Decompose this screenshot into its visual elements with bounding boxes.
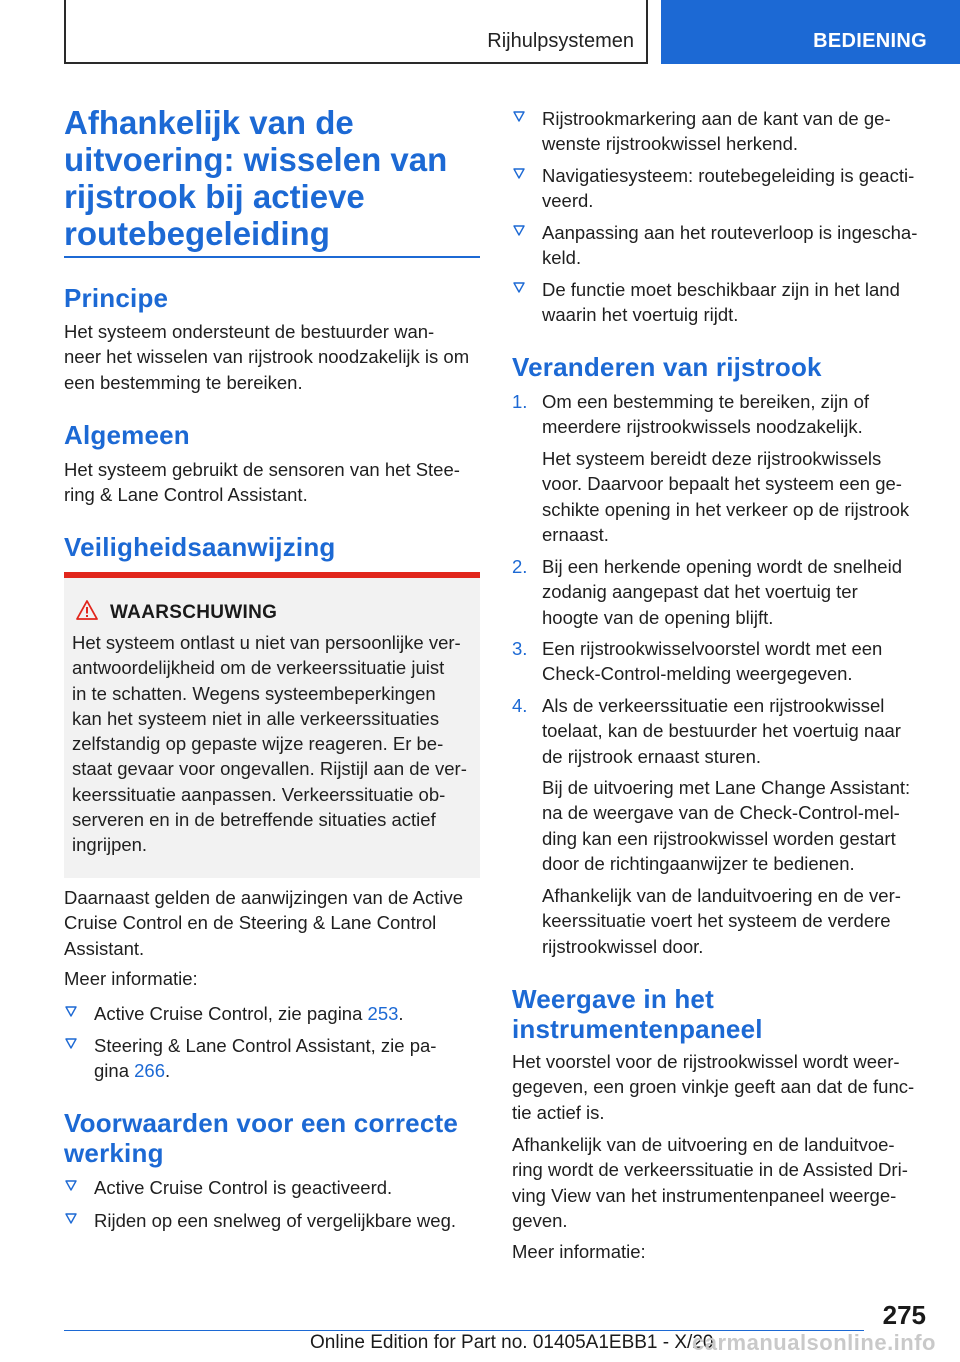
header-chapter-tab[interactable] bbox=[661, 0, 960, 64]
step-3: 3. Een rijstrookwisselvoorstel wordt met een Check-Control-melding weergegeven. bbox=[512, 638, 883, 685]
warning-text: Het systeem ontlast u niet van persoonlijke ver- antwoordelijkheid om de verkeerssituatie juist in te schatten. Wegens systeembeperkingen kan het systeem niet in alle verkeerssituaties zelfstandig op gepaste wijze reageren. Er be- staat gevaar voor ongevallen. Rijstijl aan de ver- keerssituatie aanpassen. Verkeerssituatie ob- serveren en in de betreffende situaties actief ingrijpen. bbox=[72, 632, 467, 856]
meer-informatie-label: Meer informatie: bbox=[64, 968, 198, 989]
warning-triangle-icon bbox=[76, 600, 98, 620]
heading-veiligheid: Veiligheidsaanwijzing bbox=[64, 532, 336, 562]
step-1-detail: Het systeem bereidt deze rijstrookwissels voor. Daarvoor bepaalt het systeem een ge- schikte opening in het verkeer op de rijstrook ernaast. bbox=[542, 448, 910, 545]
page-link-253[interactable]: 253 bbox=[367, 1003, 399, 1024]
triangle-bullet-icon bbox=[64, 1036, 78, 1050]
header-section-title: Rijhulpsystemen bbox=[487, 30, 634, 52]
list-item: Navigatiesysteem: routebegeleiding is geacti- veerd. bbox=[512, 163, 932, 215]
title-divider bbox=[64, 256, 480, 258]
heading-voorwaarden: Voorwaarden voor een correcte werking bbox=[64, 1108, 459, 1168]
step-number: 2. bbox=[512, 556, 528, 577]
heading-algemeen: Algemeen bbox=[64, 420, 190, 450]
triangle-bullet-icon bbox=[512, 166, 526, 180]
paragraph-principe: Het systeem ondersteunt de bestuurder wan- neer het wisselen van rijstrook noodzakelijk is om een bestemming te bereiken. bbox=[64, 321, 470, 393]
triangle-bullet-icon bbox=[64, 1211, 78, 1225]
warning-box bbox=[64, 572, 480, 878]
list-item: Aanpassing aan het routeverloop is ingescha- keld. bbox=[512, 220, 932, 272]
watermark: carmanualsonline.info bbox=[692, 1330, 936, 1355]
triangle-bullet-icon bbox=[64, 1004, 78, 1018]
header-chapter-title: BEDIENING bbox=[813, 30, 927, 52]
list-item: Active Cruise Control, zie pagina 253. bbox=[64, 1001, 480, 1027]
triangle-bullet-icon bbox=[512, 223, 526, 237]
heading-veranderen: Veranderen van rijstrook bbox=[512, 352, 822, 382]
list-item: Steering & Lane Control Assistant, zie pa- gina 266. bbox=[64, 1033, 480, 1085]
triangle-bullet-icon bbox=[512, 109, 526, 123]
page-number: 275 bbox=[882, 1300, 926, 1330]
heading-weergave: Weergave in het instrumentenpaneel bbox=[512, 984, 763, 1044]
paragraph-weergave-2: Afhankelijk van de uitvoering en de landuitvoe- ring wordt de verkeerssituatie in de Assisted Dri- ving View van het instrumentenpaneel weerge- geven. bbox=[512, 1134, 908, 1231]
step-number: 3. bbox=[512, 638, 528, 659]
meer-informatie-label-right: Meer informatie: bbox=[512, 1241, 646, 1262]
header-section-box bbox=[64, 0, 648, 64]
paragraph-algemeen: Het systeem gebruikt de sensoren van het Stee- ring & Lane Control Assistant. bbox=[64, 459, 460, 506]
step-number: 4. bbox=[512, 695, 528, 716]
triangle-bullet-icon bbox=[64, 1178, 78, 1192]
heading-principe: Principe bbox=[64, 283, 169, 313]
list-item: De functie moet beschikbaar zijn in het land waarin het voertuig rijdt. bbox=[512, 277, 932, 329]
paragraph-daarnaast: Daarnaast gelden de aanwijzingen van de Active Cruise Control en de Steering & Lane Control Assistant. bbox=[64, 887, 464, 959]
page-title: Afhankelijk van de uitvoering: wisselen van rijstrook bij actieve routebegeleiding bbox=[64, 104, 448, 252]
page-link-266[interactable]: 266 bbox=[134, 1060, 165, 1082]
list-item: Rijden op een snelweg of vergelijkbare weg. bbox=[64, 1208, 480, 1234]
triangle-bullet-icon bbox=[512, 280, 526, 294]
step-4: 4. Als de verkeerssituatie een rijstrookwissel toelaat, kan de bestuurder het voertuig naar de rijstrook ernaast sturen. bbox=[512, 695, 901, 767]
list-item: Rijstrookmarkering aan de kant van de ge- wenste rijstrookwissel herkend. bbox=[512, 106, 932, 158]
footer-edition: Online Edition for Part no. 01405A1EBB1 - X/20 bbox=[310, 1332, 714, 1353]
step-2: 2. Bij een herkende opening wordt de snelheid zodanig aangepast dat het voertuig ter hoogte van de opening blijft. bbox=[512, 556, 902, 628]
step-number: 1. bbox=[512, 391, 528, 412]
step-1: 1. Om een bestemming te bereiken, zijn of meerdere rijstrookwissels noodzakelijk. bbox=[512, 391, 869, 438]
step-4-detail-2: Afhankelijk van de landuitvoering en de ver- keerssituatie voert het systeem de verdere rijstrookwissel door. bbox=[542, 885, 901, 957]
step-4-detail-1: Bij de uitvoering met Lane Change Assistant: na de weergave van de Check-Control-mel- ding kan een rijstrookwissel worden gestart door de richtingaanwijzer te bedienen. bbox=[542, 777, 911, 874]
warning-title: WAARSCHUWING bbox=[110, 602, 278, 623]
paragraph-weergave-1: Het voorstel voor de rijstrookwissel wordt weer- gegeven, een groen vinkje geeft aan dat de func- tie actief is. bbox=[512, 1051, 915, 1123]
list-item: Active Cruise Control is geactiveerd. bbox=[64, 1175, 480, 1201]
